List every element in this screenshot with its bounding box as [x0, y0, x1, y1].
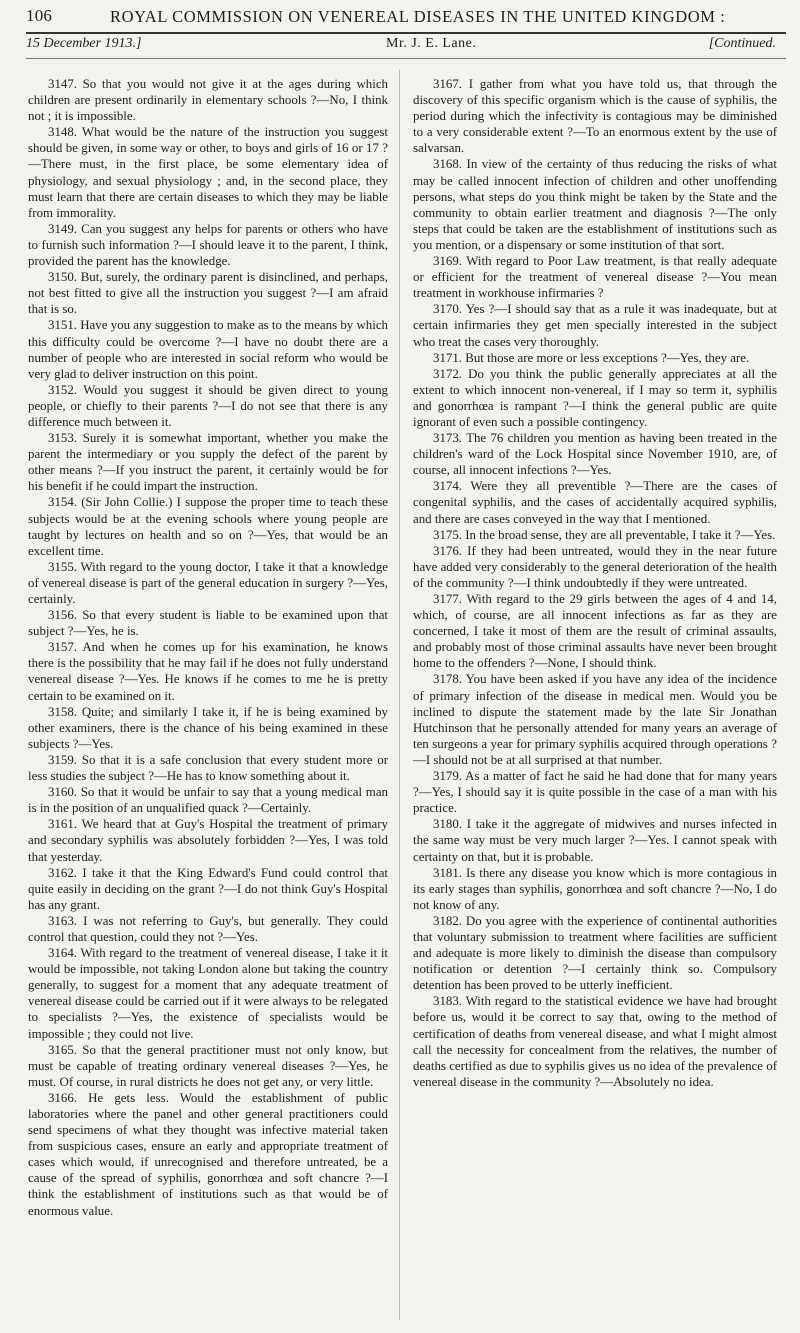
- witness-name: Mr. J. E. Lane.: [386, 36, 477, 51]
- paragraph: 3168. In view of the certainty of thus reducing the risks of what may be called innocent infection of children and other unoffending persons, what steps do you think might be taken by the State and the community to obtain earlier treatment and diagnosis ?—The only steps that could be taken are the establishment of institutions such as you mention, or a dispensary or some institution of that sort.: [413, 157, 777, 252]
- sub-header-rule: [26, 58, 786, 59]
- paragraph: 3174. Were they all preventible ?—There are the cases of congenital syphilis, and the cases of accidentally acquired syphilis, and there are cases conveyed in the way that I mentioned.: [413, 479, 777, 526]
- paragraph: 3163. I was not referring to Guy's, but generally. They could control that question, could they not ?—Yes.: [28, 913, 388, 944]
- paragraph: 3178. You have been asked if you have any idea of the incidence of primary infection of the disease in medical men. Would you be inclined to dispute the statement made by the late Sir Jonathan Hutchinson that he personally attended for many years an average of ten surgeons a year for primary syphilis acquired through operations ?—I should not be at all surprised at that number.: [413, 672, 777, 767]
- paragraph: 3161. We heard that at Guy's Hospital the treatment of primary and secondary syphilis was absolutely forbidden ?—Yes, I was told that yesterday.: [28, 817, 388, 864]
- left-column: [28, 76, 388, 1219]
- paragraph: 3171. But those are more or less exceptions ?—Yes, they are.: [433, 350, 750, 365]
- paragraph: 3159. So that it is a safe conclusion that every student more or less studies the subject ?—He has to know something about it.: [28, 752, 388, 784]
- right-column: [413, 76, 777, 1090]
- paragraph: 3162. I take it that the King Edward's Fund could control that quite easily in deciding on the grant ?—I do not think Guy's Hospital has any grant.: [28, 865, 388, 912]
- paragraph: 3154. (Sir John Collie.) I suppose the proper time to teach these subjects would be at the evening schools where young people are taught by lectures on health and so on ?—Yes, that would be an excellent time.: [28, 495, 388, 558]
- paragraph: 3172. Do you think the public generally appreciates at all the extent to which innocent non-venereal, if I may so term it, syphilis and gonorrhœa is rampant ?—I think the general public are quite ignorant of even such a possible contingency.: [413, 366, 777, 429]
- paragraph: 3180. I take it the aggregate of midwives and nurses infected in the same way must be very much larger ?—Yes. I cannot speak with certainty on that, but it is probable.: [413, 817, 777, 864]
- paragraph: 3157. And when he comes up for his examination, he knows there is the possibility that he may fail if he does not fully understand venereal disease ?—Yes. He knows if he comes to me he is pretty certain to be examined on it.: [28, 640, 388, 703]
- paragraph: 3153. Surely it is somewhat important, whether you make the parent the intermediary or you supply the defect of the parent by other means ?—If you instruct the parent, it certainly would be for his benefit if he could impart the instruction.: [28, 431, 388, 494]
- paragraph: 3158. Quite; and similarly I take it, if he is being examined by other examiners, there is the chance of his being examined in these subjects ?—Yes.: [28, 704, 388, 751]
- paragraph: 3175. In the broad sense, they are all preventable, I take it ?—Yes.: [433, 527, 776, 542]
- paragraph: 3152. Would you suggest it should be given direct to young people, or chiefly to their parents ?—I do not see that there is any difference much between it.: [28, 382, 388, 429]
- paragraph: 3170. Yes ?—I should say that as a rule it was inadequate, but at certain infirmaries they get men specially interested in the subject who treat the cases very thoroughly.: [413, 302, 777, 349]
- running-head: [26, 6, 786, 32]
- column-divider: [399, 70, 400, 1320]
- session-date: 15 December 1913.]: [26, 36, 142, 51]
- paragraph: 3165. So that the general practitioner must not only know, but must be capable of treating ordinary venereal diseases ?—Yes, he must. Of course, in rural districts he does not get any, or very little.: [28, 1042, 388, 1089]
- paragraph: 3169. With regard to Poor Law treatment, is that really adequate or efficient for the treatment of venereal disease ?—You mean treatment in workhouse infirmaries ?: [413, 254, 777, 301]
- paragraph: 3179. As a matter of fact he said he had done that for many years ?—Yes, I should say it is quite possible in the case of a man with his practice.: [413, 769, 777, 816]
- paragraph: 3147. So that you would not give it at the ages during which children are present ordinarily in elementary schools ?—No, I think not ; it is impossible.: [28, 77, 388, 124]
- paragraph: 3151. Have you any suggestion to make as to the means by which this difficulty could be overcome ?—I have no doubt there are a number of people who are interested in social reform who would be very glad to deliver instruction on this point.: [28, 318, 388, 381]
- paragraph: 3155. With regard to the young doctor, I take it that a knowledge of venereal disease is part of the general education in surgery ?—Yes, certainly.: [28, 559, 388, 606]
- paragraph: 3176. If they had been untreated, would they in the near future have added very considerably to the general deterioration of the health of the community ?—I think undoubtedly if they were untreated.: [413, 543, 777, 590]
- paragraph: 3150. But, surely, the ordinary parent is disinclined, and perhaps, not best fitted to give all the instruction you suggest ?—I am afraid that is so.: [28, 270, 388, 317]
- paragraph: 3177. With regard to the 29 girls between the ages of 4 and 14, which, of course, are all innocent infections as far as they are concerned, I take it most of them are the result of criminal assaults, and probably most of those criminal assaults have never been brought home to the offenders ?—None, I should think.: [413, 592, 777, 671]
- paragraph: 3156. So that every student is liable to be examined upon that subject ?—Yes, he is.: [28, 608, 388, 639]
- header-rule: [26, 32, 786, 34]
- paragraph: 3183. With regard to the statistical evidence we have had brought before us, would it be correct to say that, owing to the method of certification of deaths from venereal disease, and what I might almost call the necessity for concealment from the relatives, the number of deaths certified as due to syphilis gives us no idea of the prevalence of venereal disease in the community ?—Absolutely no idea.: [413, 994, 777, 1089]
- paragraph: 3167. I gather from what you have told us, that through the discovery of this specific organism which is the cause of syphilis, the period during which the infectivity is contagious may be diminished to a very considerable extent ?—To an enormous extent by the use of salvarsan.: [413, 77, 777, 156]
- sub-header: [26, 36, 786, 56]
- page-number: 106: [26, 6, 53, 25]
- page-title: ROYAL COMMISSION ON VENEREAL DISEASES IN THE UNITED KINGDOM :: [110, 7, 726, 26]
- paragraph: 3182. Do you agree with the experience of continental authorities that voluntary submission to treatment where facilities are sufficient and adequate is more likely to diminish the disease than compulsory notification or detention ?—I certainly think so. Compulsory detention has been proved to be utterly inefficient.: [413, 913, 777, 993]
- paragraph: 3149. Can you suggest any helps for parents or others who have to furnish such information ?—I should leave it to the parent, I think, provided the parent has the knowledge.: [28, 221, 388, 269]
- continued-label: [Continued.: [708, 36, 776, 51]
- paragraph: 3148. What would be the nature of the instruction you suggest should be given, in some way or other, to boys and girls of 16 or 17 ?—There must, in the first place, be some elementary idea of physiology, and sexual physiology ; and, in the second place, they must learn that there are certain diseases to which they may be liable from immorality.: [28, 125, 388, 220]
- paragraph: 3166. He gets less. Would the establishment of public laboratories where the panel and other general practitioners could send specimens of what they thought was infective material taken from suspicious cases, ensure an early and appropriate treatment of cases which would, if unrecognised and therefore untreated, be a cause of the spread of syphilis, gonorrhœa and soft chancre ?—I think the establishment of institutions such as that would be of enormous value.: [28, 1090, 388, 1218]
- paragraph: 3173. The 76 children you mention as having been treated in the children's ward of the Lock Hospital since November 1910, are, of course, all innocent infections ?—Yes.: [413, 431, 777, 478]
- paragraph: 3181. Is there any disease you know which is more contagious in its early stages than syphilis, gonorrhœa and soft chancre ?—No, I do not know of any.: [413, 865, 777, 912]
- paragraph: 3164. With regard to the treatment of venereal disease, I take it it would be impossible, not taking London alone but taking the country generally, to suggest for a moment that any adequate treatment of venereal disease could be carried out if it were always to be relegated to specialists ?—Yes, the existence of specialists would be impossible ; they could not live.: [28, 946, 388, 1041]
- paragraph: 3160. So that it would be unfair to say that a young medical man is in the position of an unqualified quack ?—Certainly.: [28, 785, 388, 816]
